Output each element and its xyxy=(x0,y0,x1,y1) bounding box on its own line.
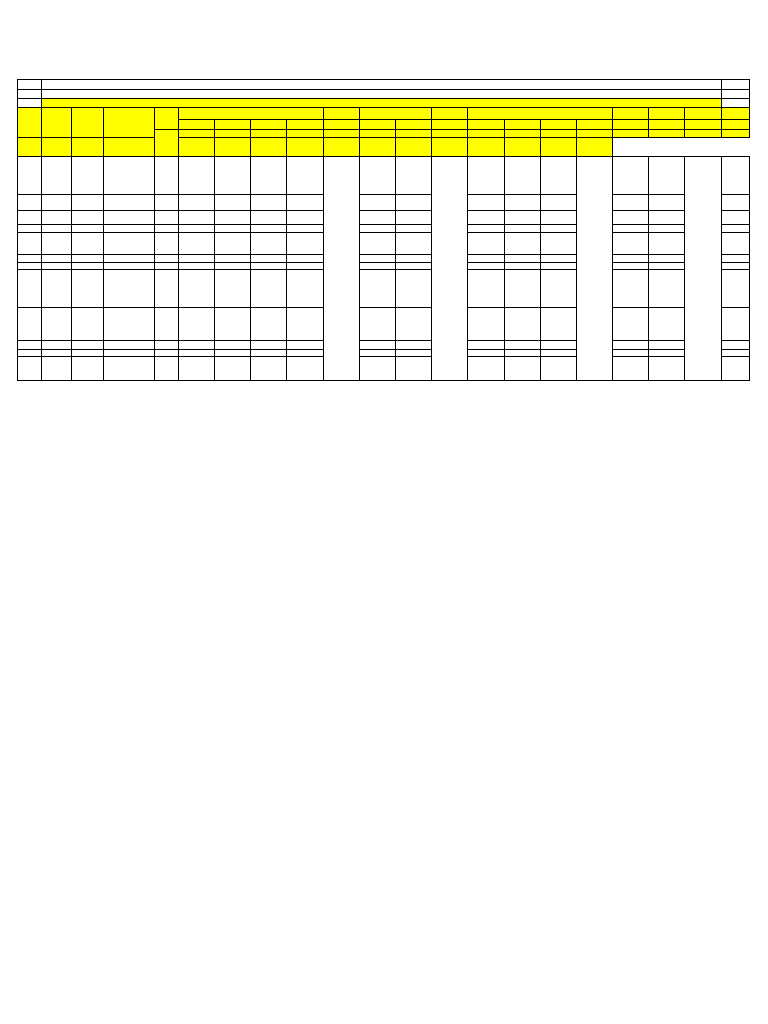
kshitij-lesson xyxy=(42,357,72,381)
period-value xyxy=(468,350,504,357)
table-cell xyxy=(721,90,749,99)
row-number xyxy=(18,263,42,270)
kritika-lesson xyxy=(72,233,104,255)
period-value xyxy=(649,225,685,233)
period-value xyxy=(178,255,214,263)
kshitij-lesson xyxy=(42,255,72,263)
days-value xyxy=(540,130,576,138)
period-value xyxy=(215,195,251,211)
period-value xyxy=(540,211,576,225)
period-value xyxy=(468,255,504,263)
days-value xyxy=(287,130,323,138)
period-value xyxy=(540,357,576,381)
period-value xyxy=(287,211,323,225)
period-value xyxy=(395,255,431,263)
table-cell xyxy=(154,270,178,308)
month-header xyxy=(504,120,540,130)
table-cell xyxy=(432,120,468,130)
days-value xyxy=(504,130,540,138)
col-days xyxy=(154,108,178,130)
period-value xyxy=(504,255,540,263)
periods-value xyxy=(72,138,104,157)
table-cell xyxy=(154,233,178,255)
total-value xyxy=(721,157,749,195)
grammar-topic xyxy=(104,270,154,308)
period-value xyxy=(504,270,540,308)
month-header xyxy=(468,120,504,130)
col-kritika xyxy=(72,108,104,138)
period-value xyxy=(215,211,251,225)
table-cell xyxy=(18,90,42,99)
period-value xyxy=(649,270,685,308)
month-header xyxy=(613,120,649,130)
kshitij-lesson xyxy=(42,157,72,195)
period-value xyxy=(540,308,576,341)
grammar-topic xyxy=(104,255,154,263)
table-cell xyxy=(154,255,178,263)
table-cell xyxy=(154,225,178,233)
period-value xyxy=(178,341,214,350)
period-value xyxy=(178,225,214,233)
row-number xyxy=(18,308,42,341)
table-cell xyxy=(323,120,359,130)
month-header xyxy=(540,120,576,130)
kritika-lesson xyxy=(72,341,104,350)
period-value xyxy=(178,357,214,381)
period-value xyxy=(468,341,504,350)
row-number xyxy=(18,357,42,381)
periods-value xyxy=(468,138,504,157)
days-value xyxy=(685,130,721,138)
kshitij-lesson xyxy=(42,195,72,211)
period-value xyxy=(395,263,431,270)
period-value xyxy=(215,263,251,270)
period-value xyxy=(178,195,214,211)
grammar-topic xyxy=(104,263,154,270)
period-value xyxy=(178,270,214,308)
period-value xyxy=(649,255,685,263)
table-cell xyxy=(154,308,178,341)
period-value xyxy=(359,233,395,255)
period-value xyxy=(468,211,504,225)
period-value xyxy=(468,195,504,211)
period-value xyxy=(215,357,251,381)
period-value xyxy=(540,157,576,195)
period-value xyxy=(215,350,251,357)
period-value xyxy=(287,263,323,270)
period-value xyxy=(287,357,323,381)
period-value xyxy=(251,255,287,263)
period-value xyxy=(395,233,431,255)
pt1-header xyxy=(178,108,323,120)
period-value xyxy=(613,270,649,308)
col-kshitij xyxy=(42,108,72,138)
period-value xyxy=(649,157,685,195)
row-number xyxy=(18,255,42,263)
period-value xyxy=(540,195,576,211)
kshitij-lesson xyxy=(42,211,72,225)
period-value xyxy=(287,233,323,255)
table-cell xyxy=(721,80,749,90)
kritika-lesson xyxy=(72,225,104,233)
period-value xyxy=(359,350,395,357)
table-row xyxy=(18,308,750,341)
period-value xyxy=(504,350,540,357)
period-value xyxy=(251,211,287,225)
period-value xyxy=(613,225,649,233)
periods-value xyxy=(251,138,287,157)
period-value xyxy=(613,157,649,195)
table-cell xyxy=(649,108,685,120)
exam-third-cell xyxy=(576,157,612,381)
table-cell xyxy=(154,211,178,225)
kritika-lesson xyxy=(72,270,104,308)
days-value xyxy=(395,130,431,138)
period-value xyxy=(359,270,395,308)
period-value xyxy=(504,195,540,211)
table-cell xyxy=(154,157,178,195)
period-value xyxy=(287,157,323,195)
period-value xyxy=(287,270,323,308)
period-value xyxy=(395,270,431,308)
period-value xyxy=(468,233,504,255)
period-value xyxy=(359,157,395,195)
period-value xyxy=(613,233,649,255)
period-value xyxy=(540,233,576,255)
period-value xyxy=(178,157,214,195)
total-value xyxy=(721,255,749,263)
period-value xyxy=(649,233,685,255)
period-value xyxy=(504,263,540,270)
kritika-lesson xyxy=(72,308,104,341)
period-value xyxy=(359,225,395,233)
days-value xyxy=(649,130,685,138)
period-value xyxy=(613,195,649,211)
table-cell xyxy=(287,138,323,157)
exam-second-cell xyxy=(432,157,468,381)
periods-value xyxy=(104,138,154,157)
exam-first-cell xyxy=(323,157,359,381)
period-value xyxy=(649,357,685,381)
table-row xyxy=(18,357,750,381)
days-value xyxy=(359,130,395,138)
period-value xyxy=(395,157,431,195)
table-cell xyxy=(18,80,42,90)
period-value xyxy=(215,233,251,255)
row-number xyxy=(18,157,42,195)
period-value xyxy=(395,308,431,341)
kritika-lesson xyxy=(72,263,104,270)
grammar-topic xyxy=(104,233,154,255)
table-cell xyxy=(685,108,721,120)
table-row xyxy=(18,270,750,308)
total-value xyxy=(721,211,749,225)
row-number xyxy=(18,211,42,225)
org-title xyxy=(42,80,722,90)
period-value xyxy=(359,211,395,225)
periods-value xyxy=(18,138,42,157)
period-value xyxy=(468,357,504,381)
table-row xyxy=(18,157,750,195)
periods-value xyxy=(42,138,72,157)
col-periods xyxy=(154,130,178,157)
period-value xyxy=(395,350,431,357)
period-value xyxy=(395,211,431,225)
period-value xyxy=(540,225,576,233)
table-cell xyxy=(154,357,178,381)
period-value xyxy=(540,270,576,308)
period-value xyxy=(251,357,287,381)
grammar-topic xyxy=(104,350,154,357)
table-row xyxy=(18,195,750,211)
month-header xyxy=(251,120,287,130)
period-value xyxy=(540,263,576,270)
days-value xyxy=(721,130,749,138)
kshitij-lesson xyxy=(42,308,72,341)
period-value xyxy=(359,341,395,350)
kritika-lesson xyxy=(72,211,104,225)
kritika-lesson xyxy=(72,350,104,357)
month-header xyxy=(359,120,395,130)
grammar-topic xyxy=(104,211,154,225)
table-row xyxy=(18,211,750,225)
se-header xyxy=(721,108,749,120)
month-header xyxy=(287,120,323,130)
period-value xyxy=(468,308,504,341)
periods-value xyxy=(323,138,359,157)
grammar-topic xyxy=(104,225,154,233)
grammar-topic xyxy=(104,357,154,381)
grammar-topic xyxy=(104,157,154,195)
period-value xyxy=(395,341,431,350)
period-value xyxy=(178,350,214,357)
period-value xyxy=(251,225,287,233)
grammar-topic xyxy=(104,308,154,341)
row-number xyxy=(18,341,42,350)
period-value xyxy=(468,225,504,233)
table-cell xyxy=(178,138,214,157)
subtitle xyxy=(42,90,722,99)
period-value xyxy=(251,270,287,308)
period-value xyxy=(649,341,685,350)
period-value xyxy=(504,225,540,233)
period-value xyxy=(649,211,685,225)
kritika-lesson xyxy=(72,157,104,195)
table-cell xyxy=(432,130,468,138)
period-value xyxy=(215,255,251,263)
period-value xyxy=(468,270,504,308)
total-value xyxy=(721,270,749,308)
period-value xyxy=(215,341,251,350)
period-value xyxy=(251,350,287,357)
period-value xyxy=(251,233,287,255)
period-value xyxy=(468,157,504,195)
period-value xyxy=(251,157,287,195)
month-header xyxy=(685,120,721,130)
table-cell xyxy=(154,263,178,270)
period-value xyxy=(504,157,540,195)
period-value xyxy=(395,225,431,233)
kritika-lesson xyxy=(72,255,104,263)
table-cell xyxy=(613,108,649,120)
period-value xyxy=(540,341,576,350)
period-value xyxy=(613,308,649,341)
period-value xyxy=(251,195,287,211)
table-row xyxy=(18,341,750,350)
kshitij-lesson xyxy=(42,233,72,255)
period-value xyxy=(359,263,395,270)
period-value xyxy=(613,255,649,263)
total-value xyxy=(721,233,749,255)
month-header xyxy=(215,120,251,130)
period-value xyxy=(504,211,540,225)
period-value xyxy=(359,195,395,211)
periods-value xyxy=(395,138,431,157)
period-value xyxy=(287,341,323,350)
period-value xyxy=(215,270,251,308)
table-cell xyxy=(721,120,749,130)
days-value xyxy=(251,130,287,138)
period-value xyxy=(178,263,214,270)
period-value xyxy=(540,350,576,357)
table-cell xyxy=(432,108,468,120)
row-number xyxy=(18,225,42,233)
period-value xyxy=(504,341,540,350)
period-value xyxy=(359,308,395,341)
periods-value xyxy=(540,138,576,157)
table-cell xyxy=(576,130,612,138)
table-cell xyxy=(154,350,178,357)
period-value xyxy=(251,308,287,341)
table-row xyxy=(18,255,750,263)
period-value xyxy=(287,255,323,263)
period-value xyxy=(287,195,323,211)
period-value xyxy=(649,350,685,357)
grammar-topic xyxy=(104,195,154,211)
table-row xyxy=(18,350,750,357)
period-value xyxy=(504,308,540,341)
total-value xyxy=(721,308,749,341)
pt3-header xyxy=(468,108,613,120)
total-value xyxy=(721,263,749,270)
table-row xyxy=(18,225,750,233)
kshitij-lesson xyxy=(42,270,72,308)
col-sn xyxy=(18,108,42,138)
table-row xyxy=(18,263,750,270)
period-value xyxy=(540,255,576,263)
period-value xyxy=(287,350,323,357)
page-title xyxy=(42,99,722,108)
kshitij-lesson xyxy=(42,225,72,233)
month-header xyxy=(649,120,685,130)
periods-value xyxy=(215,138,251,157)
month-header xyxy=(178,120,214,130)
period-value xyxy=(649,263,685,270)
period-value xyxy=(504,233,540,255)
grammar-topic xyxy=(104,341,154,350)
row-number xyxy=(18,270,42,308)
table-cell xyxy=(576,120,612,130)
period-value xyxy=(613,263,649,270)
period-value xyxy=(251,263,287,270)
days-value xyxy=(178,130,214,138)
total-value xyxy=(721,225,749,233)
exam-se-cell xyxy=(685,157,721,381)
period-value xyxy=(613,341,649,350)
period-value xyxy=(215,308,251,341)
col-grammar xyxy=(104,108,154,138)
period-value xyxy=(359,357,395,381)
periods-value xyxy=(359,138,395,157)
table-cell xyxy=(432,138,468,157)
total-value xyxy=(721,195,749,211)
period-value xyxy=(215,157,251,195)
period-value xyxy=(613,357,649,381)
period-value xyxy=(287,308,323,341)
table-cell xyxy=(323,130,359,138)
kshitij-lesson xyxy=(42,341,72,350)
period-value xyxy=(504,357,540,381)
period-value xyxy=(178,233,214,255)
table-cell xyxy=(18,99,42,108)
period-value xyxy=(468,263,504,270)
period-value xyxy=(613,211,649,225)
period-value xyxy=(359,255,395,263)
period-value xyxy=(395,357,431,381)
month-header xyxy=(395,120,431,130)
table-cell xyxy=(721,99,749,108)
period-value xyxy=(649,195,685,211)
kshitij-lesson xyxy=(42,350,72,357)
period-value xyxy=(649,308,685,341)
row-number xyxy=(18,350,42,357)
table-cell xyxy=(154,341,178,350)
period-value xyxy=(178,211,214,225)
days-value xyxy=(468,130,504,138)
periods-value xyxy=(504,138,540,157)
days-value xyxy=(613,130,649,138)
period-value xyxy=(613,350,649,357)
total-value xyxy=(721,350,749,357)
table-row xyxy=(18,233,750,255)
period-value xyxy=(251,341,287,350)
kritika-lesson xyxy=(72,357,104,381)
table-cell xyxy=(323,108,359,120)
total-value xyxy=(721,357,749,381)
total-value xyxy=(721,341,749,350)
period-value xyxy=(395,195,431,211)
syllabus-table-top xyxy=(17,79,750,381)
kshitij-lesson xyxy=(42,263,72,270)
period-value xyxy=(215,225,251,233)
pt2-header xyxy=(359,108,431,120)
period-value xyxy=(178,308,214,341)
kritika-lesson xyxy=(72,195,104,211)
row-number xyxy=(18,233,42,255)
period-value xyxy=(287,225,323,233)
row-number xyxy=(18,195,42,211)
periods-value xyxy=(576,138,612,157)
days-value xyxy=(215,130,251,138)
table-cell xyxy=(154,195,178,211)
